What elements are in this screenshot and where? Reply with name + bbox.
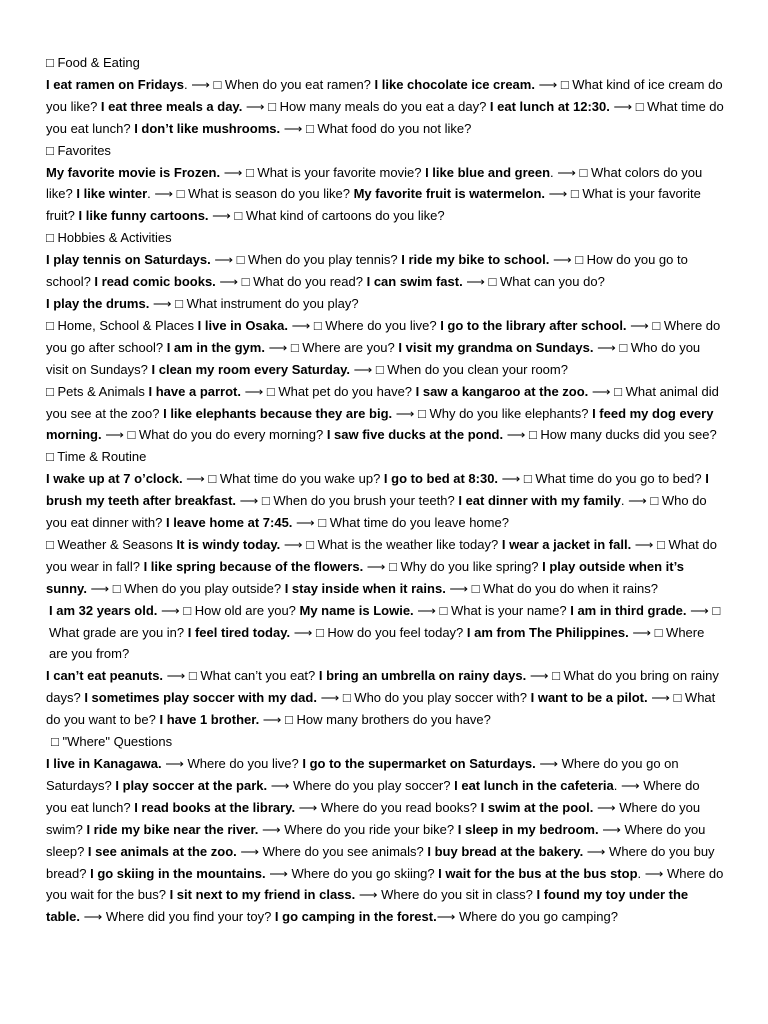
answer-sentence: I like winter [76, 186, 148, 202]
answer-sentence: I eat lunch in the cafeteria [454, 777, 614, 793]
question-text: □ Favorites [46, 142, 111, 158]
question-text: ⟶ □ How old are you? [157, 602, 300, 618]
question-text: ⟶ Where do you go on Saturdays? [46, 756, 679, 793]
answer-sentence: I feed my dog every morning. [46, 405, 714, 443]
answer-sentence: I live in Kanagawa. [46, 756, 162, 771]
answer-sentence: I feel tired today. [187, 624, 291, 640]
text-paragraph [46, 293, 724, 315]
answer-sentence: I see animals at the zoo. [87, 843, 237, 859]
question-text: ⟶ □ When do you brush your teeth? [236, 493, 459, 509]
question-text: □ Home, School & Places [46, 317, 198, 333]
answer-sentence: I have 1 brother. [159, 712, 260, 728]
question-text: . ⟶ Where do you wait for the bus? [46, 865, 724, 903]
answer-sentence: I have a parrot. [148, 383, 241, 399]
answer-sentence: I eat dinner with my family [458, 493, 621, 509]
question-text: ⟶ □ What kind of ice cream do you like? [46, 76, 723, 114]
answer-sentence: I go camping in the forest. [274, 909, 437, 925]
answer-sentence: I sometimes play soccer with my dad. [84, 690, 317, 706]
question-text: ⟶ □ What do you do every morning? [101, 427, 327, 443]
question-text: □ Weather & Seasons [46, 536, 177, 552]
answer-sentence: I like elephants because they are big. [163, 405, 393, 421]
text-paragraph [46, 753, 724, 928]
text-paragraph [46, 52, 724, 74]
question-text: ⟶ □ What do you want to be? [46, 690, 716, 728]
question-text: ⟶ Where do you play soccer? [267, 777, 455, 793]
answer-sentence: I stay inside when it rains. [284, 580, 446, 596]
question-text: ⟶ □ What do you read? [215, 274, 367, 290]
answer-sentence: I am from The Philippines. [466, 624, 629, 640]
answer-sentence: I sit next to my friend in class. [169, 887, 356, 903]
answer-sentence: It is windy today. [176, 536, 281, 552]
answer-sentence: I play outside when it’s sunny. [46, 558, 684, 596]
question-text: ⟶ □ What time do you leave home? [292, 515, 509, 531]
question-text: □ Time & Routine [46, 449, 147, 465]
question-text: ⟶ □ What can you do? [462, 274, 605, 290]
answer-sentence: I like chocolate ice cream. [374, 76, 535, 92]
text-paragraph [46, 381, 724, 447]
question-text: ⟶ □ Where do you live? [287, 317, 441, 333]
answer-sentence: I eat three meals a day. [100, 98, 243, 114]
question-text: ⟶ □ What time do you wake up? [182, 471, 384, 487]
answer-sentence: I read comic books. [94, 274, 216, 290]
answer-sentence: I want to be a pilot. [530, 690, 648, 706]
answer-sentence: My favorite movie is Frozen. [46, 164, 221, 180]
question-text: ⟶ □ Where are you? [264, 339, 399, 355]
question-text: ⟶ Where do you read books? [295, 799, 481, 815]
text-paragraph [46, 140, 724, 162]
question-text: □ "Where" Questions [51, 734, 173, 750]
answer-sentence: I don’t like mushrooms. [134, 120, 281, 136]
question-text: ⟶ □ How many brothers do you have? [259, 712, 491, 728]
question-text: ⟶ □ What is your favorite fruit? [46, 186, 701, 224]
question-text: ⟶ □ Why do you like spring? [363, 558, 543, 574]
answer-sentence: I play soccer at the park. [115, 777, 268, 793]
question-text: ⟶ □ What is your favorite movie? [220, 164, 426, 180]
answer-sentence: I ride my bike near the river. [86, 821, 259, 837]
answer-sentence: I found my toy under the table. [46, 887, 689, 925]
answer-sentence: I am in third grade. [570, 602, 687, 618]
answer-sentence: I play tennis on Saturdays. [46, 252, 211, 268]
answer-sentence: I leave home at 7:45. [165, 515, 293, 531]
answer-sentence: I live in Osaka. [197, 317, 288, 333]
answer-sentence: I go skiing in the mountains. [90, 865, 266, 881]
question-text: . ⟶ □ What is season do you like? [147, 186, 354, 202]
answer-sentence: I eat ramen on Fridays [46, 76, 184, 92]
question-text: ⟶ Where do you go skiing? [265, 865, 439, 881]
question-text: □ Hobbies & Activities [46, 230, 172, 246]
answer-sentence: I go to the library after school. [440, 317, 627, 333]
text-paragraph [46, 249, 724, 293]
question-text: ⟶ Where do you buy bread? [46, 843, 715, 881]
question-text: ⟶ □ How do you go to school? [46, 252, 688, 290]
question-text: ⟶ □ What do you wear in fall? [46, 536, 717, 574]
answer-sentence: I saw a kangaroo at the zoo. [415, 383, 589, 399]
answer-sentence: I like funny cartoons. [78, 208, 209, 224]
question-text: ⟶ □ What pet do you have? [241, 383, 416, 399]
document-body [46, 52, 724, 928]
question-text: □ Pets & Animals [46, 383, 149, 399]
text-paragraph [46, 227, 724, 249]
question-text: ⟶ □ What time do you eat lunch? [46, 98, 724, 136]
answer-sentence: I read books at the library. [134, 799, 296, 815]
answer-sentence: I eat lunch at 12:30. [489, 98, 610, 114]
text-paragraph [46, 162, 724, 228]
question-text: . ⟶ □ What colors do you like? [46, 164, 703, 202]
question-text: ⟶ □ What kind of cartoons do you like? [208, 208, 445, 224]
text-paragraph [46, 446, 724, 468]
answer-sentence: I like blue and green [425, 164, 551, 180]
answer-sentence: I saw five ducks at the pond. [326, 427, 504, 443]
question-text: □ Food & Eating [46, 55, 140, 70]
answer-sentence: I visit my grandma on Sundays. [398, 339, 594, 355]
answer-sentence: I am 32 years old. [49, 602, 158, 618]
answer-sentence: I ride my bike to school. [401, 252, 550, 268]
question-text: ⟶ □ Where do you go after school? [46, 317, 721, 355]
text-paragraph [46, 534, 724, 600]
question-text: ⟶ □ What grade are you in? [49, 602, 721, 640]
question-text: ⟶ □ What is your name? [413, 602, 571, 618]
question-text: ⟶ □ How do you feel today? [290, 624, 467, 640]
answer-sentence: I go to bed at 8:30. [383, 471, 499, 487]
question-text: ⟶ Where do you swim? [46, 799, 701, 837]
question-text: ⟶ □ What animal did you see at the zoo? [46, 383, 719, 421]
answer-sentence: I wear a jacket in fall. [501, 536, 632, 552]
answer-sentence: I wake up at 7 o’clock. [46, 471, 183, 487]
question-text: ⟶ □ Why do you like elephants? [392, 405, 593, 421]
answer-sentence: I go to the supermarket on Saturdays. [302, 756, 536, 771]
question-text: ⟶ □ What can’t you eat? [163, 668, 319, 684]
text-paragraph [46, 731, 724, 753]
answer-sentence: My name is Lowie. [299, 602, 414, 618]
question-text: ⟶ Where do you live? [161, 756, 303, 771]
answer-sentence: I buy bread at the bakery. [427, 843, 584, 859]
question-text: ⟶ Where did you find your toy? [79, 909, 275, 925]
answer-sentence: I am in the gym. [166, 339, 265, 355]
text-paragraph [46, 74, 724, 140]
answer-sentence: I wait for the bus at the bus stop [438, 865, 638, 881]
question-text: ⟶ Where do you ride your bike? [258, 821, 458, 837]
question-text: ⟶ □ When do you play outside? [86, 580, 285, 596]
question-text: ⟶ □ When do you play tennis? [210, 252, 402, 268]
question-text: ⟶ □ How many ducks did you see? [503, 427, 717, 443]
question-text: ⟶ □ What is the weather like today? [280, 536, 502, 552]
answer-sentence: I swim at the pool. [480, 799, 594, 815]
text-paragraph [46, 468, 724, 534]
question-text: ⟶ Where do you go camping? [436, 909, 618, 925]
answer-sentence: My favorite fruit is watermelon. [353, 186, 546, 202]
question-text: ⟶ □ What instrument do you play? [149, 295, 359, 311]
question-text: ⟶ Where do you see animals? [236, 843, 428, 859]
question-text: . ⟶ □ Who do you eat dinner with? [46, 493, 707, 531]
question-text: ⟶ Where do you sleep? [46, 821, 706, 859]
answer-sentence: I sleep in my bedroom. [457, 821, 599, 837]
question-text: ⟶ □ Where are you from? [49, 624, 705, 662]
question-text: ⟶ □ Who do you visit on Sundays? [46, 339, 701, 377]
answer-sentence: I brush my teeth after breakfast. [46, 471, 709, 509]
answer-sentence: I can swim fast. [366, 274, 463, 290]
question-text: ⟶ □ What food do you not like? [280, 120, 472, 136]
question-text: ⟶ □ How many meals do you eat a day? [242, 98, 490, 114]
question-text: . ⟶ □ When do you eat ramen? [184, 76, 375, 92]
answer-sentence: I can’t eat peanuts. [46, 668, 164, 684]
text-paragraph [46, 315, 724, 381]
text-paragraph [46, 600, 724, 666]
answer-sentence: I like spring because of the flowers. [143, 558, 364, 574]
answer-sentence: I play the drums. [46, 295, 150, 311]
question-text: ⟶ Where do you sit in class? [355, 887, 537, 903]
answer-sentence: I clean my room every Saturday. [151, 361, 350, 377]
question-text: ⟶ □ When do you clean your room? [349, 361, 568, 377]
text-paragraph [46, 665, 724, 731]
question-text: ⟶ □ What time do you go to bed? [498, 471, 706, 487]
question-text: ⟶ □ What do you bring on rainy days? [46, 668, 719, 706]
question-text: . ⟶ Where do you eat lunch? [46, 777, 700, 815]
answer-sentence: I bring an umbrella on rainy days. [318, 668, 527, 684]
question-text: ⟶ □ Who do you play soccer with? [316, 690, 531, 706]
question-text: ⟶ □ What do you do when it rains? [445, 580, 659, 596]
